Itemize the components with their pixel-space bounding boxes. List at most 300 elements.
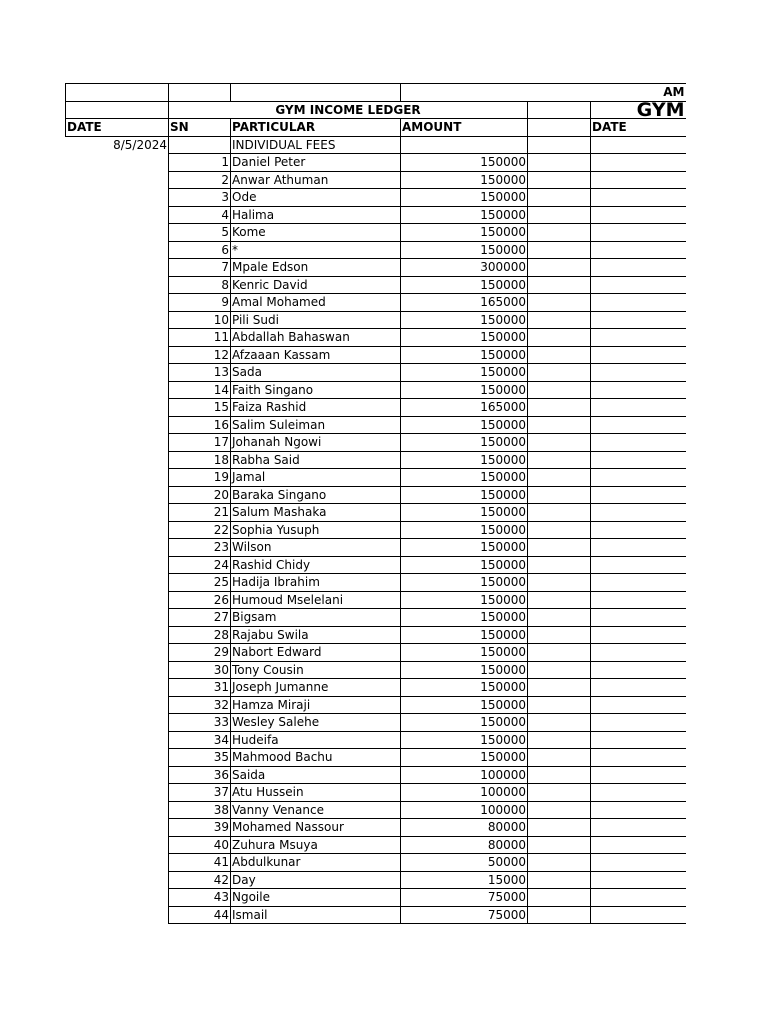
date-cell[interactable] — [66, 539, 169, 557]
sn-cell[interactable]: 14 — [169, 381, 231, 399]
date-right-cell[interactable] — [591, 399, 686, 417]
particular-cell[interactable]: Jamal — [231, 469, 401, 487]
empty-cell[interactable] — [528, 889, 591, 907]
header-sn[interactable]: SN — [169, 119, 231, 137]
date-cell[interactable] — [66, 871, 169, 889]
sn-cell[interactable]: 20 — [169, 486, 231, 504]
amount-cell[interactable]: 150000 — [401, 469, 528, 487]
date-right-cell[interactable] — [591, 889, 686, 907]
amount-cell[interactable]: 80000 — [401, 836, 528, 854]
date-cell[interactable] — [66, 574, 169, 592]
banner-cell-c[interactable] — [231, 84, 401, 102]
particular-cell[interactable]: * — [231, 241, 401, 259]
date-cell[interactable] — [66, 521, 169, 539]
empty-cell[interactable] — [528, 241, 591, 259]
date-right-cell[interactable] — [591, 416, 686, 434]
sn-cell[interactable]: 8 — [169, 276, 231, 294]
date-right-cell[interactable] — [591, 574, 686, 592]
date-right-cell[interactable] — [591, 644, 686, 662]
date-cell[interactable] — [66, 731, 169, 749]
empty-cell[interactable] — [528, 434, 591, 452]
table-row — [66, 276, 686, 294]
sn-cell[interactable]: 17 — [169, 434, 231, 452]
particular-cell[interactable]: Rabha Said — [231, 451, 401, 469]
date-right-cell[interactable] — [591, 504, 686, 522]
particular-cell[interactable]: Mahmood Bachu — [231, 749, 401, 767]
amount-cell[interactable]: 100000 — [401, 801, 528, 819]
empty-cell[interactable] — [528, 591, 591, 609]
amount-cell[interactable]: 75000 — [401, 906, 528, 924]
date-cell[interactable] — [66, 399, 169, 417]
amount-cell[interactable]: 150000 — [401, 276, 528, 294]
amount-cell[interactable]: 150000 — [401, 241, 528, 259]
sn-cell[interactable]: 1 — [169, 154, 231, 172]
empty-cell[interactable] — [528, 189, 591, 207]
particular-cell[interactable]: Ismail — [231, 906, 401, 924]
sn-cell[interactable]: 5 — [169, 224, 231, 242]
date-cell[interactable] — [66, 346, 169, 364]
particular-cell[interactable]: Hadija Ibrahim — [231, 574, 401, 592]
particular-cell[interactable]: Ngoile — [231, 889, 401, 907]
date-cell[interactable] — [66, 836, 169, 854]
sn-cell[interactable]: 31 — [169, 679, 231, 697]
amount-cell[interactable]: 150000 — [401, 311, 528, 329]
title-cell-a[interactable] — [66, 101, 169, 119]
amount-cell[interactable]: 150000 — [401, 486, 528, 504]
date-right-cell[interactable] — [591, 906, 686, 924]
date-right-cell[interactable] — [591, 154, 686, 172]
sn-cell[interactable]: 44 — [169, 906, 231, 924]
amount-cell[interactable]: 150000 — [401, 539, 528, 557]
particular-cell[interactable]: Salim Suleiman — [231, 416, 401, 434]
date-cell[interactable] — [66, 241, 169, 259]
particular-cell[interactable]: Pili Sudi — [231, 311, 401, 329]
particular-cell[interactable]: Day — [231, 871, 401, 889]
first-row-sn[interactable] — [169, 136, 231, 154]
date-cell[interactable] — [66, 434, 169, 452]
empty-cell[interactable] — [528, 381, 591, 399]
sn-cell[interactable]: 12 — [169, 346, 231, 364]
table-row — [66, 346, 686, 364]
sn-cell[interactable]: 3 — [169, 189, 231, 207]
amount-cell[interactable]: 15000 — [401, 871, 528, 889]
date-cell[interactable] — [66, 189, 169, 207]
amount-cell[interactable]: 165000 — [401, 399, 528, 417]
amount-cell[interactable]: 150000 — [401, 731, 528, 749]
date-cell[interactable] — [66, 486, 169, 504]
date-cell[interactable] — [66, 329, 169, 347]
date-cell[interactable] — [66, 206, 169, 224]
date-right-cell[interactable] — [591, 591, 686, 609]
date-cell[interactable] — [66, 276, 169, 294]
empty-cell[interactable] — [528, 154, 591, 172]
sn-cell[interactable]: 16 — [169, 416, 231, 434]
empty-cell[interactable] — [528, 486, 591, 504]
amount-cell[interactable]: 150000 — [401, 644, 528, 662]
table-row — [66, 189, 686, 207]
particular-cell[interactable]: Johanah Ngowi — [231, 434, 401, 452]
amount-cell[interactable]: 150000 — [401, 696, 528, 714]
date-cell[interactable] — [66, 504, 169, 522]
empty-cell[interactable] — [528, 329, 591, 347]
sn-cell[interactable]: 21 — [169, 504, 231, 522]
amount-cell[interactable]: 150000 — [401, 626, 528, 644]
sn-cell[interactable]: 30 — [169, 661, 231, 679]
particular-cell[interactable]: Hudeifa — [231, 731, 401, 749]
empty-cell[interactable] — [528, 836, 591, 854]
sn-cell[interactable]: 6 — [169, 241, 231, 259]
amount-cell[interactable]: 150000 — [401, 434, 528, 452]
table-row — [66, 329, 686, 347]
sn-cell[interactable]: 9 — [169, 294, 231, 312]
date-cell[interactable] — [66, 451, 169, 469]
particular-cell[interactable]: Afzaaan Kassam — [231, 346, 401, 364]
date-cell[interactable] — [66, 854, 169, 872]
table-row — [66, 469, 686, 487]
date-right-cell[interactable] — [591, 259, 686, 277]
date-right-cell[interactable] — [591, 224, 686, 242]
particular-cell[interactable]: Bigsam — [231, 609, 401, 627]
date-right-cell[interactable] — [591, 679, 686, 697]
date-right-cell[interactable] — [591, 486, 686, 504]
particular-cell[interactable]: Salum Mashaka — [231, 504, 401, 522]
banner-cell-b[interactable] — [169, 84, 231, 102]
sn-cell[interactable]: 38 — [169, 801, 231, 819]
ledger-title-right[interactable]: GYM — [591, 101, 686, 119]
particular-cell[interactable]: Joseph Jumanne — [231, 679, 401, 697]
empty-cell[interactable] — [528, 871, 591, 889]
first-row-e[interactable] — [528, 136, 591, 154]
date-right-cell[interactable] — [591, 311, 686, 329]
amount-cell[interactable]: 150000 — [401, 591, 528, 609]
banner-cell-a[interactable] — [66, 84, 169, 102]
empty-cell[interactable] — [528, 469, 591, 487]
amount-cell[interactable]: 300000 — [401, 259, 528, 277]
empty-cell[interactable] — [528, 801, 591, 819]
empty-cell[interactable] — [528, 311, 591, 329]
date-cell[interactable] — [66, 416, 169, 434]
sn-cell[interactable]: 19 — [169, 469, 231, 487]
date-cell[interactable] — [66, 469, 169, 487]
amount-cell[interactable]: 50000 — [401, 854, 528, 872]
amount-cell[interactable]: 100000 — [401, 784, 528, 802]
empty-cell[interactable] — [528, 451, 591, 469]
empty-cell[interactable] — [528, 749, 591, 767]
amount-cell[interactable]: 150000 — [401, 504, 528, 522]
amount-cell[interactable]: 75000 — [401, 889, 528, 907]
empty-cell[interactable] — [528, 171, 591, 189]
date-right-cell[interactable] — [591, 801, 686, 819]
particular-cell[interactable]: Rajabu Swila — [231, 626, 401, 644]
amount-cell[interactable]: 150000 — [401, 451, 528, 469]
empty-cell[interactable] — [528, 574, 591, 592]
sn-cell[interactable]: 28 — [169, 626, 231, 644]
date-cell[interactable] — [66, 749, 169, 767]
date-right-cell[interactable] — [591, 749, 686, 767]
particular-cell[interactable]: Humoud Mselelani — [231, 591, 401, 609]
date-right-cell[interactable] — [591, 836, 686, 854]
empty-cell[interactable] — [528, 609, 591, 627]
date-right-cell[interactable] — [591, 276, 686, 294]
particular-cell[interactable]: Sada — [231, 364, 401, 382]
date-cell[interactable] — [66, 644, 169, 662]
date-cell[interactable] — [66, 661, 169, 679]
amount-cell[interactable]: 150000 — [401, 154, 528, 172]
sn-cell[interactable]: 13 — [169, 364, 231, 382]
amount-cell[interactable]: 150000 — [401, 171, 528, 189]
sn-cell[interactable]: 27 — [169, 609, 231, 627]
sn-cell[interactable]: 29 — [169, 644, 231, 662]
sn-cell[interactable]: 7 — [169, 259, 231, 277]
particular-cell[interactable]: Wilson — [231, 539, 401, 557]
particular-cell[interactable]: Nabort Edward — [231, 644, 401, 662]
date-right-cell[interactable] — [591, 381, 686, 399]
amount-cell[interactable]: 150000 — [401, 381, 528, 399]
particular-cell[interactable]: Kenric David — [231, 276, 401, 294]
date-right-cell[interactable] — [591, 784, 686, 802]
amount-cell[interactable]: 150000 — [401, 206, 528, 224]
date-cell[interactable] — [66, 259, 169, 277]
date-cell[interactable] — [66, 311, 169, 329]
amount-cell[interactable]: 100000 — [401, 766, 528, 784]
empty-cell[interactable] — [528, 539, 591, 557]
amount-cell[interactable]: 150000 — [401, 364, 528, 382]
first-row-f[interactable] — [591, 136, 686, 154]
amount-cell[interactable]: 165000 — [401, 294, 528, 312]
table-row — [66, 294, 686, 312]
particular-cell[interactable]: Rashid Chidy — [231, 556, 401, 574]
title-cell-e[interactable] — [528, 101, 591, 119]
amount-cell[interactable]: 80000 — [401, 819, 528, 837]
table-row — [66, 556, 686, 574]
particular-cell[interactable]: Abdulkunar — [231, 854, 401, 872]
particular-cell[interactable]: Mohamed Nassour — [231, 819, 401, 837]
date-cell[interactable] — [66, 294, 169, 312]
empty-cell[interactable] — [528, 504, 591, 522]
particular-cell[interactable]: Hamza Miraji — [231, 696, 401, 714]
amount-cell[interactable]: 150000 — [401, 609, 528, 627]
particular-cell[interactable]: Mpale Edson — [231, 259, 401, 277]
amount-cell[interactable]: 150000 — [401, 574, 528, 592]
table-row — [66, 574, 686, 592]
date-right-cell[interactable] — [591, 626, 686, 644]
particular-cell[interactable]: Zuhura Msuya — [231, 836, 401, 854]
date-cell[interactable] — [66, 171, 169, 189]
date-right-cell[interactable] — [591, 819, 686, 837]
table-row — [66, 906, 686, 924]
date-right-cell[interactable] — [591, 871, 686, 889]
date-right-cell[interactable] — [591, 539, 686, 557]
header-row — [66, 119, 686, 137]
date-right-cell[interactable] — [591, 294, 686, 312]
ledger-sheet — [65, 83, 686, 924]
sn-cell[interactable]: 34 — [169, 731, 231, 749]
sn-cell[interactable]: 26 — [169, 591, 231, 609]
table-row — [66, 644, 686, 662]
empty-cell[interactable] — [528, 766, 591, 784]
date-cell[interactable] — [66, 626, 169, 644]
entry-date[interactable]: 8/5/2024 — [113, 137, 167, 152]
date-cell[interactable] — [66, 784, 169, 802]
date-right-cell[interactable] — [591, 766, 686, 784]
date-cell[interactable] — [66, 906, 169, 924]
particular-cell[interactable]: Abdallah Bahaswan — [231, 329, 401, 347]
amount-cell[interactable]: 150000 — [401, 714, 528, 732]
empty-cell[interactable] — [528, 276, 591, 294]
amount-cell[interactable]: 150000 — [401, 189, 528, 207]
sn-cell[interactable]: 24 — [169, 556, 231, 574]
amount-cell[interactable]: 150000 — [401, 556, 528, 574]
particular-cell[interactable]: Kome — [231, 224, 401, 242]
amount-cell[interactable]: 150000 — [401, 749, 528, 767]
empty-cell[interactable] — [528, 784, 591, 802]
amount-cell[interactable]: 150000 — [401, 329, 528, 347]
date-right-cell[interactable] — [591, 661, 686, 679]
sn-cell[interactable]: 36 — [169, 766, 231, 784]
empty-cell[interactable] — [528, 224, 591, 242]
header-amount[interactable]: AMOUNT — [401, 119, 528, 137]
date-cell[interactable] — [66, 591, 169, 609]
empty-cell[interactable] — [528, 294, 591, 312]
date-right-cell[interactable] — [591, 714, 686, 732]
empty-cell[interactable] — [528, 731, 591, 749]
date-right-cell[interactable] — [591, 171, 686, 189]
date-cell[interactable] — [66, 154, 169, 172]
date-cell[interactable] — [66, 819, 169, 837]
amount-cell[interactable]: 150000 — [401, 224, 528, 242]
amount-cell[interactable]: 150000 — [401, 679, 528, 697]
empty-cell[interactable] — [528, 679, 591, 697]
empty-cell[interactable] — [528, 556, 591, 574]
particular-cell[interactable]: Tony Cousin — [231, 661, 401, 679]
empty-cell[interactable] — [528, 521, 591, 539]
date-right-cell[interactable] — [591, 556, 686, 574]
amount-cell[interactable]: 150000 — [401, 661, 528, 679]
empty-cell[interactable] — [528, 854, 591, 872]
date-cell[interactable] — [66, 714, 169, 732]
empty-cell[interactable] — [528, 346, 591, 364]
sn-cell[interactable]: 2 — [169, 171, 231, 189]
date-right-cell[interactable] — [591, 329, 686, 347]
particular-cell[interactable]: Anwar Athuman — [231, 171, 401, 189]
empty-cell[interactable] — [528, 906, 591, 924]
amount-cell[interactable]: 150000 — [401, 521, 528, 539]
empty-cell[interactable] — [528, 714, 591, 732]
date-right-cell[interactable] — [591, 206, 686, 224]
amount-cell[interactable]: 150000 — [401, 346, 528, 364]
particular-cell[interactable]: Baraka Singano — [231, 486, 401, 504]
date-right-cell[interactable] — [591, 346, 686, 364]
empty-cell[interactable] — [528, 626, 591, 644]
date-right-cell[interactable] — [591, 364, 686, 382]
date-right-cell[interactable] — [591, 696, 686, 714]
particular-cell[interactable]: Atu Hussein — [231, 784, 401, 802]
particular-cell[interactable]: Ode — [231, 189, 401, 207]
empty-cell[interactable] — [528, 696, 591, 714]
date-right-cell[interactable] — [591, 731, 686, 749]
sn-cell[interactable]: 42 — [169, 871, 231, 889]
sn-cell[interactable]: 23 — [169, 539, 231, 557]
date-cell[interactable] — [66, 801, 169, 819]
particular-cell[interactable]: Halima — [231, 206, 401, 224]
section-label[interactable]: INDIVIDUAL FEES — [231, 136, 401, 154]
empty-cell[interactable] — [528, 259, 591, 277]
empty-cell[interactable] — [528, 206, 591, 224]
date-right-cell[interactable] — [591, 854, 686, 872]
date-cell[interactable] — [66, 766, 169, 784]
sn-cell[interactable]: 41 — [169, 854, 231, 872]
particular-cell[interactable]: Vanny Venance — [231, 801, 401, 819]
sn-cell[interactable]: 43 — [169, 889, 231, 907]
date-right-cell[interactable] — [591, 189, 686, 207]
empty-cell[interactable] — [528, 661, 591, 679]
first-row-amount[interactable] — [401, 136, 528, 154]
particular-cell[interactable]: Amal Mohamed — [231, 294, 401, 312]
particular-cell[interactable]: Sophia Yusuph — [231, 521, 401, 539]
date-cell[interactable] — [66, 679, 169, 697]
sn-cell[interactable]: 4 — [169, 206, 231, 224]
sn-cell[interactable]: 39 — [169, 819, 231, 837]
header-particular[interactable]: PARTICULAR — [231, 119, 401, 137]
table-row — [66, 819, 686, 837]
banner-text[interactable]: AM — [401, 84, 686, 102]
table-row — [66, 679, 686, 697]
date-cell[interactable] — [66, 556, 169, 574]
table-row — [66, 766, 686, 784]
date-right-cell[interactable] — [591, 241, 686, 259]
sn-cell[interactable]: 10 — [169, 311, 231, 329]
date-cell[interactable] — [66, 364, 169, 382]
particular-cell[interactable]: Daniel Peter — [231, 154, 401, 172]
date-right-cell[interactable] — [591, 609, 686, 627]
sn-cell[interactable]: 40 — [169, 836, 231, 854]
empty-cell[interactable] — [528, 364, 591, 382]
header-cell-e[interactable] — [528, 119, 591, 137]
particular-cell[interactable]: Faiza Rashid — [231, 399, 401, 417]
header-date[interactable]: DATE — [66, 119, 169, 137]
sn-cell[interactable]: 18 — [169, 451, 231, 469]
particular-cell[interactable]: Wesley Salehe — [231, 714, 401, 732]
particular-cell[interactable]: Faith Singano — [231, 381, 401, 399]
date-cell[interactable] — [66, 224, 169, 242]
sn-cell[interactable]: 22 — [169, 521, 231, 539]
sn-cell[interactable]: 25 — [169, 574, 231, 592]
date-right-cell[interactable] — [591, 434, 686, 452]
date-right-cell[interactable] — [591, 469, 686, 487]
empty-cell[interactable] — [528, 399, 591, 417]
sn-cell[interactable]: 15 — [169, 399, 231, 417]
header-date-right[interactable]: DATE — [591, 119, 686, 137]
sn-cell[interactable]: 33 — [169, 714, 231, 732]
empty-cell[interactable] — [528, 819, 591, 837]
ledger-title[interactable]: GYM INCOME LEDGER — [169, 101, 528, 119]
sn-cell[interactable]: 11 — [169, 329, 231, 347]
sn-cell[interactable]: 32 — [169, 696, 231, 714]
date-right-cell[interactable] — [591, 521, 686, 539]
date-cell[interactable] — [66, 609, 169, 627]
amount-cell[interactable]: 150000 — [401, 416, 528, 434]
date-right-cell[interactable] — [591, 451, 686, 469]
sn-cell[interactable]: 37 — [169, 784, 231, 802]
date-cell[interactable] — [66, 696, 169, 714]
empty-cell[interactable] — [528, 644, 591, 662]
particular-cell[interactable]: Saida — [231, 766, 401, 784]
banner-row — [66, 84, 686, 102]
date-cell[interactable] — [66, 381, 169, 399]
empty-cell[interactable] — [528, 416, 591, 434]
date-cell[interactable] — [66, 889, 169, 907]
sn-cell[interactable]: 35 — [169, 749, 231, 767]
